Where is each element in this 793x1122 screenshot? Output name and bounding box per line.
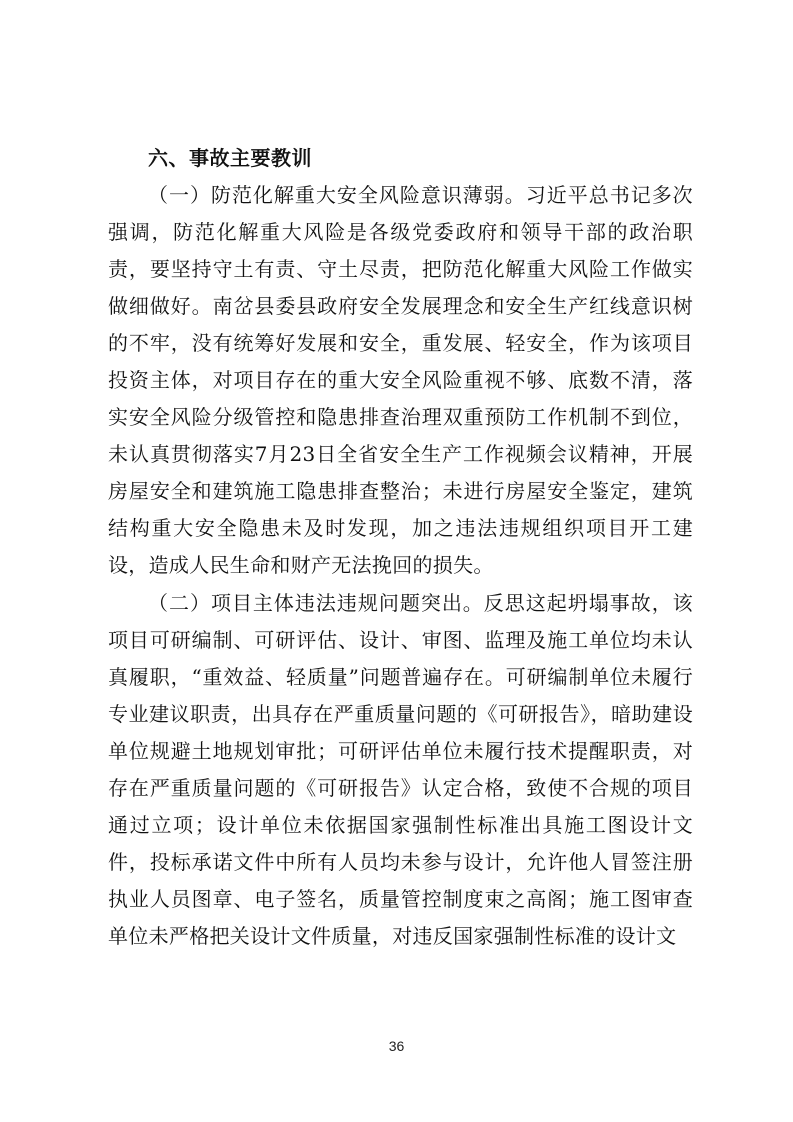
- document-page: [108, 140, 693, 955]
- section-heading: 六、事故主要教训: [148, 146, 312, 170]
- paragraph-violations: （二）项目主体违法违规问题突出。反思这起坍塌事故，该项目可研编制、可研评估、设计、审图、监理及施工单位均未认真履职，“重效益、轻质量”问题普遍存在。可研编制单位未履行专业建议职责，出具存在严重质量问题的《可研报告》，暗助建设单位规避土地规划审批；可研评估单位未履行技术提醒职责，对存在严重质量问题的《可研报告》认定合格，致使不合规的项目通过立项；设计单位未依据国家强制性标准出具施工图设计文件，投标承诺文件中所有人员均未参与设计，允许他人冒签注册执业人员图章、电子签名，质量管控制度束之高阁；施工图审查单位未严格把关设计文件质量，对违反国家强制性标准的设计文: [108, 591, 693, 948]
- paragraph-risk-awareness: （一）防范化解重大安全风险意识薄弱。习近平总书记多次强调，防范化解重大风险是各级党委政府和领导干部的政治职责，要坚持守土有责、守土尽责，把防范化解重大风险工作做实做细做好。南岔县委县政府安全发展理念和安全生产红线意识树的不牢，没有统筹好发展和安全，重发展、轻安全，作为该项目投资主体，对项目存在的重大安全风险重视不够、底数不清，落实安全风险分级管控和隐患排查治理双重预防工作机制不到位，未认真贯彻落实7月23日全省安全生产工作视频会议精神，开展房屋安全和建筑施工隐患排查整治；未进行房屋安全鉴定，建筑结构重大安全隐患未及时发现，加之违法违规组织项目开工建设，造成人民生命和财产无法挽回的损失。: [108, 183, 693, 577]
- page-number: 36: [388, 1038, 405, 1054]
